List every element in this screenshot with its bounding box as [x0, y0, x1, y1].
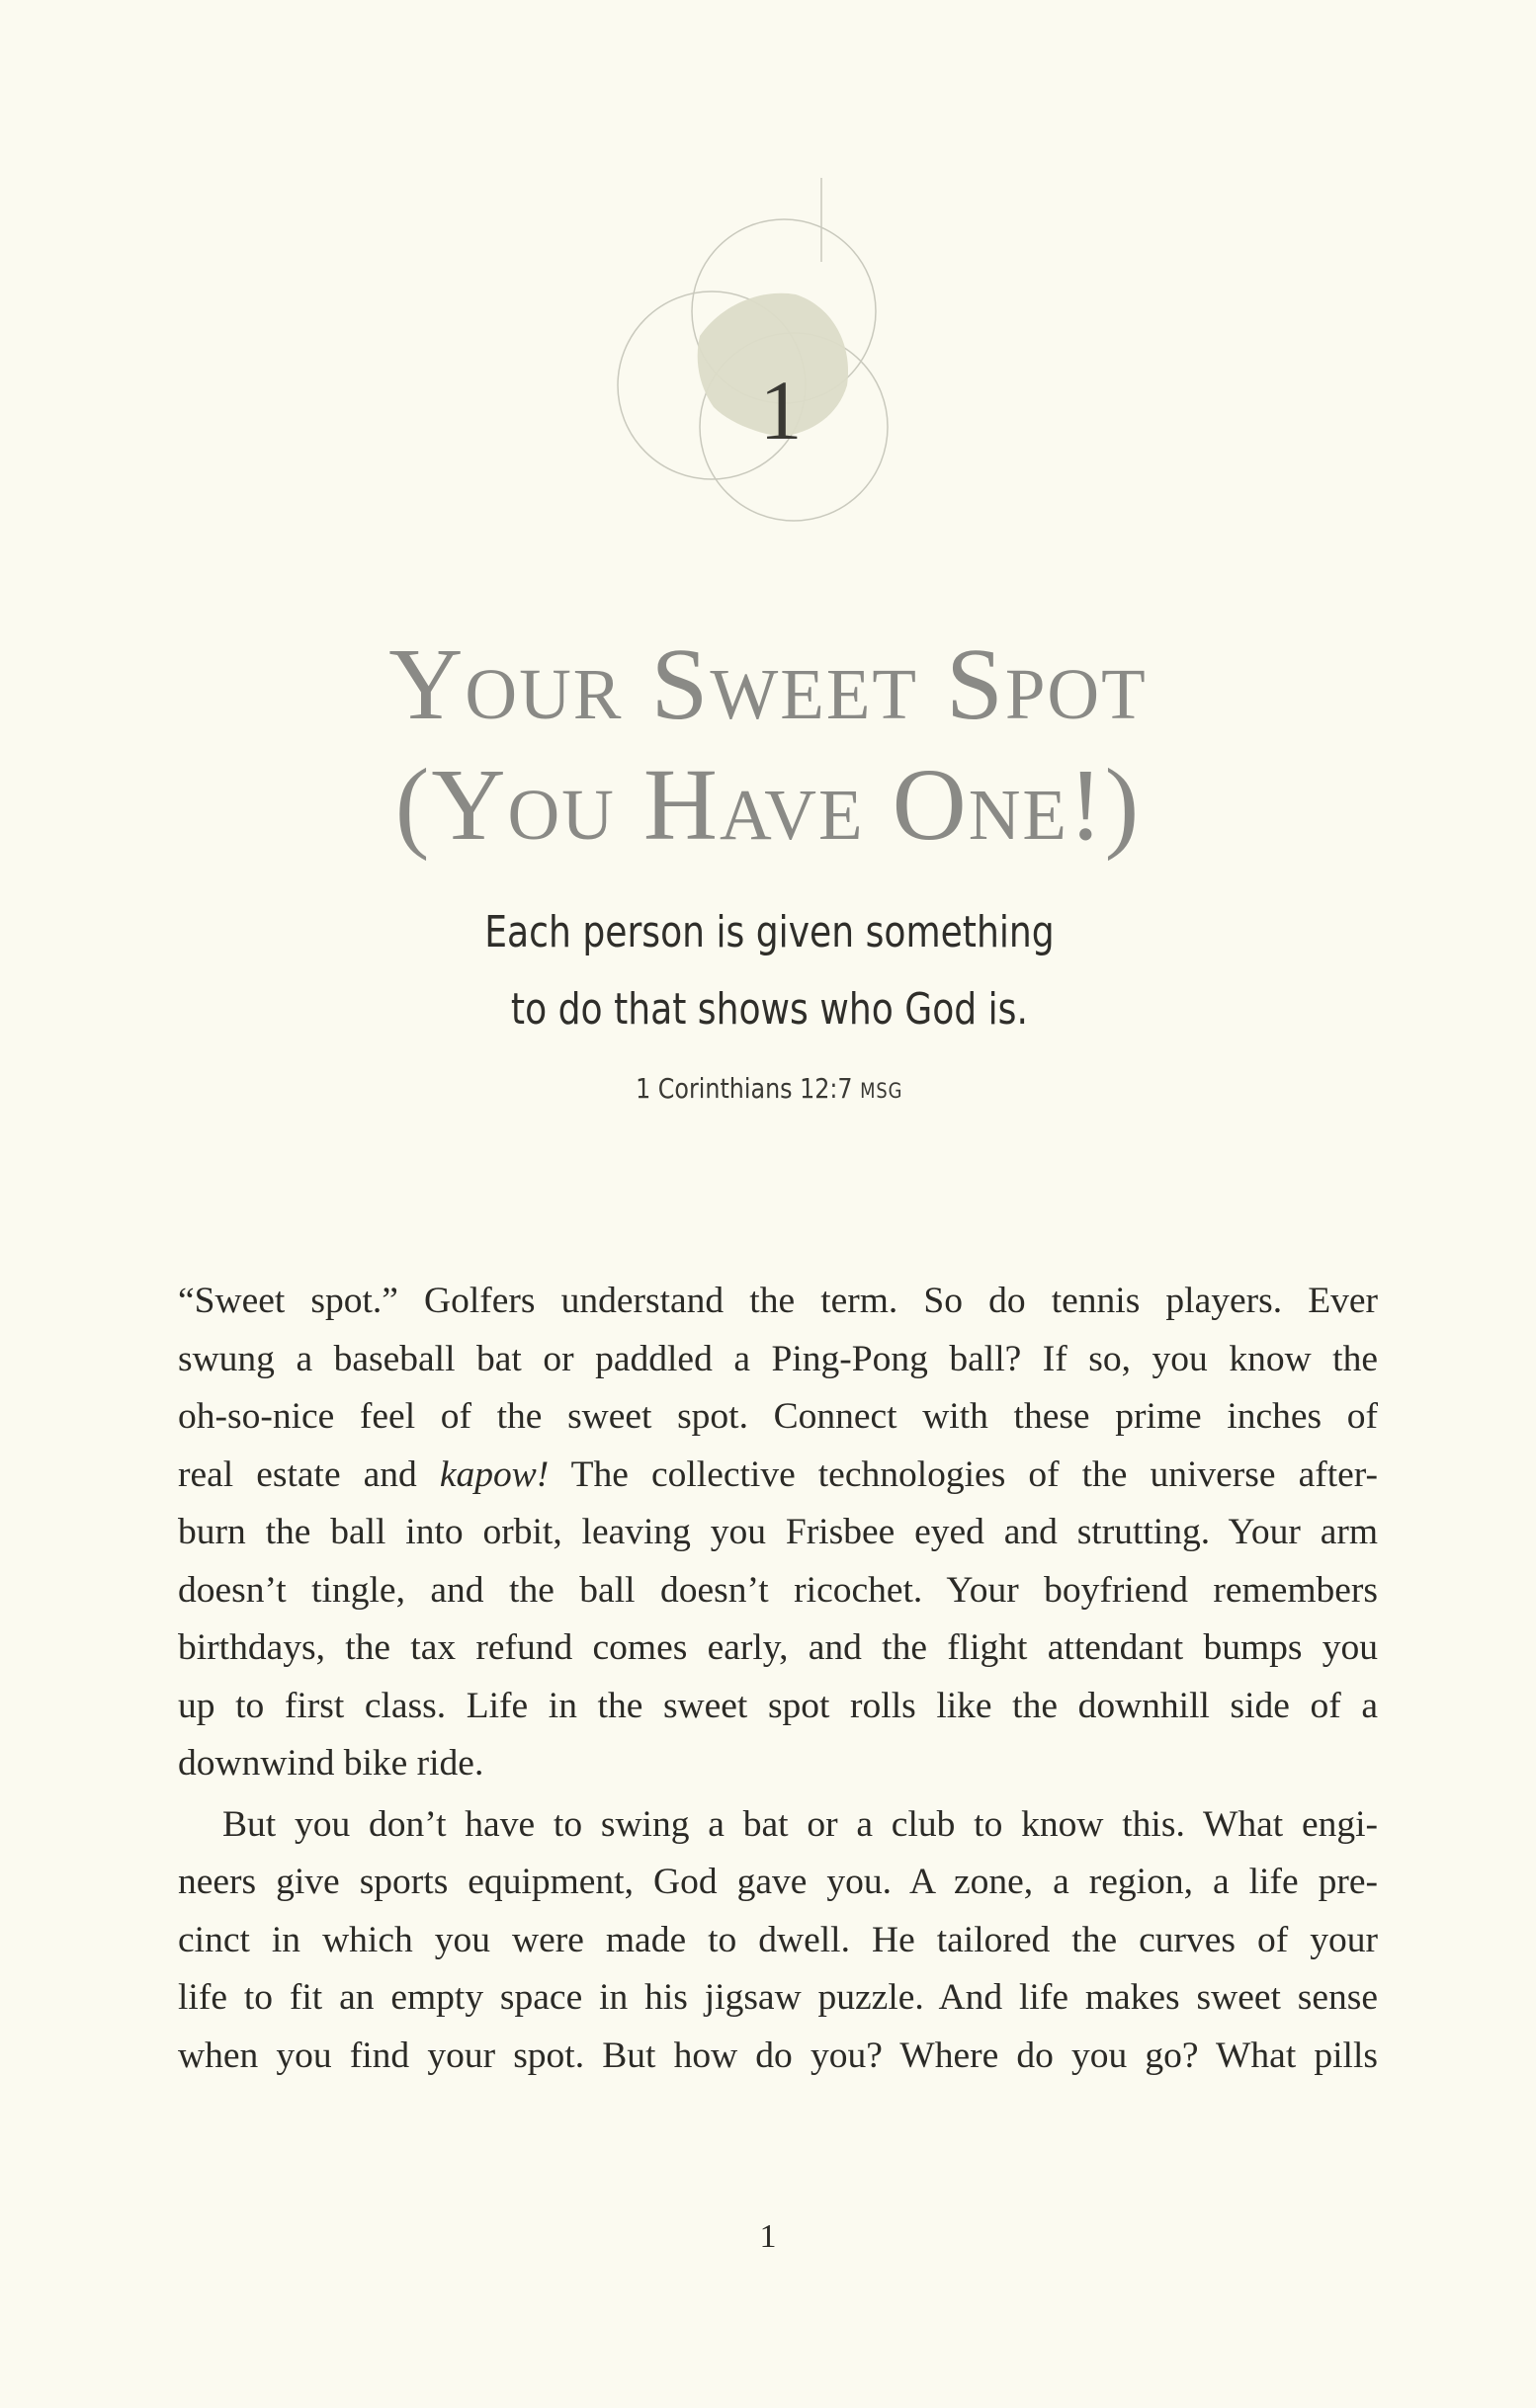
- chapter-title-line-2: (You Have One!): [394, 748, 1142, 862]
- epigraph-line-1: Each person is given something: [484, 907, 1055, 957]
- chapter-title-line-1: Your Sweet Spot: [388, 627, 1148, 741]
- paragraph-1-line: oh-so-nice feel of the sweet spot. Connect with these prime inches of: [178, 1396, 1378, 1437]
- paragraph-1-line: birthdays, the tax refund comes early, and the flight attendant bumps you: [178, 1627, 1378, 1668]
- line-text: real estate and: [178, 1453, 440, 1495]
- paragraph-2-line: life to fit an empty space in his jigsaw puzzle. And life makes sweet sense: [178, 1977, 1378, 2018]
- paragraph-1-line: up to first class. Life in the sweet spot rolls like the downhill side of a: [178, 1685, 1378, 1726]
- page-number: 1: [759, 2218, 777, 2255]
- paragraph-2-line: neers give sports equipment, God gave you. A zone, a region, a life pre-: [178, 1862, 1378, 1902]
- paragraph-2-line: cinct in which you were made to dwell. He tailored the curves of your: [178, 1919, 1378, 1960]
- epigraph-citation: [117, 1072, 1422, 1105]
- line-text: The collective technologies of the universe after-: [549, 1453, 1378, 1495]
- chapter-title: [0, 624, 1536, 866]
- paragraph-2-line: when you find your spot. But how do you? Where do you go? What pills: [178, 2034, 1378, 2076]
- citation-version: MSG: [860, 1079, 903, 1103]
- paragraph-1-line: swung a baseball bat or paddled a Ping-Pong ball? If so, you know the: [178, 1338, 1378, 1379]
- body-text: [178, 1273, 1378, 2085]
- chapter-number: 1: [759, 363, 803, 457]
- epigraph: [139, 894, 1399, 1048]
- epigraph-line-2: to do that shows who God is.: [510, 984, 1028, 1035]
- paragraph-1-line: downwind bike ride.: [178, 1743, 484, 1784]
- paragraph-1: [178, 1273, 1378, 1793]
- paragraph-1-line: [178, 1447, 1378, 1505]
- paragraph-2: [178, 1796, 1378, 2086]
- paragraph-1-line: “Sweet spot.” Golfers understand the term. So do tennis players. Ever: [178, 1281, 1378, 1321]
- paragraph-2-line: But you don’t have to swing a bat or a club to know this. What engi-: [222, 1803, 1378, 1845]
- citation-reference: 1 Corinthians 12:7: [636, 1072, 853, 1105]
- paragraph-1-line: burn the ball into orbit, leaving you Frisbee eyed and strutting. Your arm: [178, 1512, 1378, 1552]
- italic-word: kapow!: [439, 1453, 550, 1495]
- paragraph-1-line: doesn’t tingle, and the ball doesn’t ricochet. Your boyfriend remembers: [178, 1569, 1378, 1611]
